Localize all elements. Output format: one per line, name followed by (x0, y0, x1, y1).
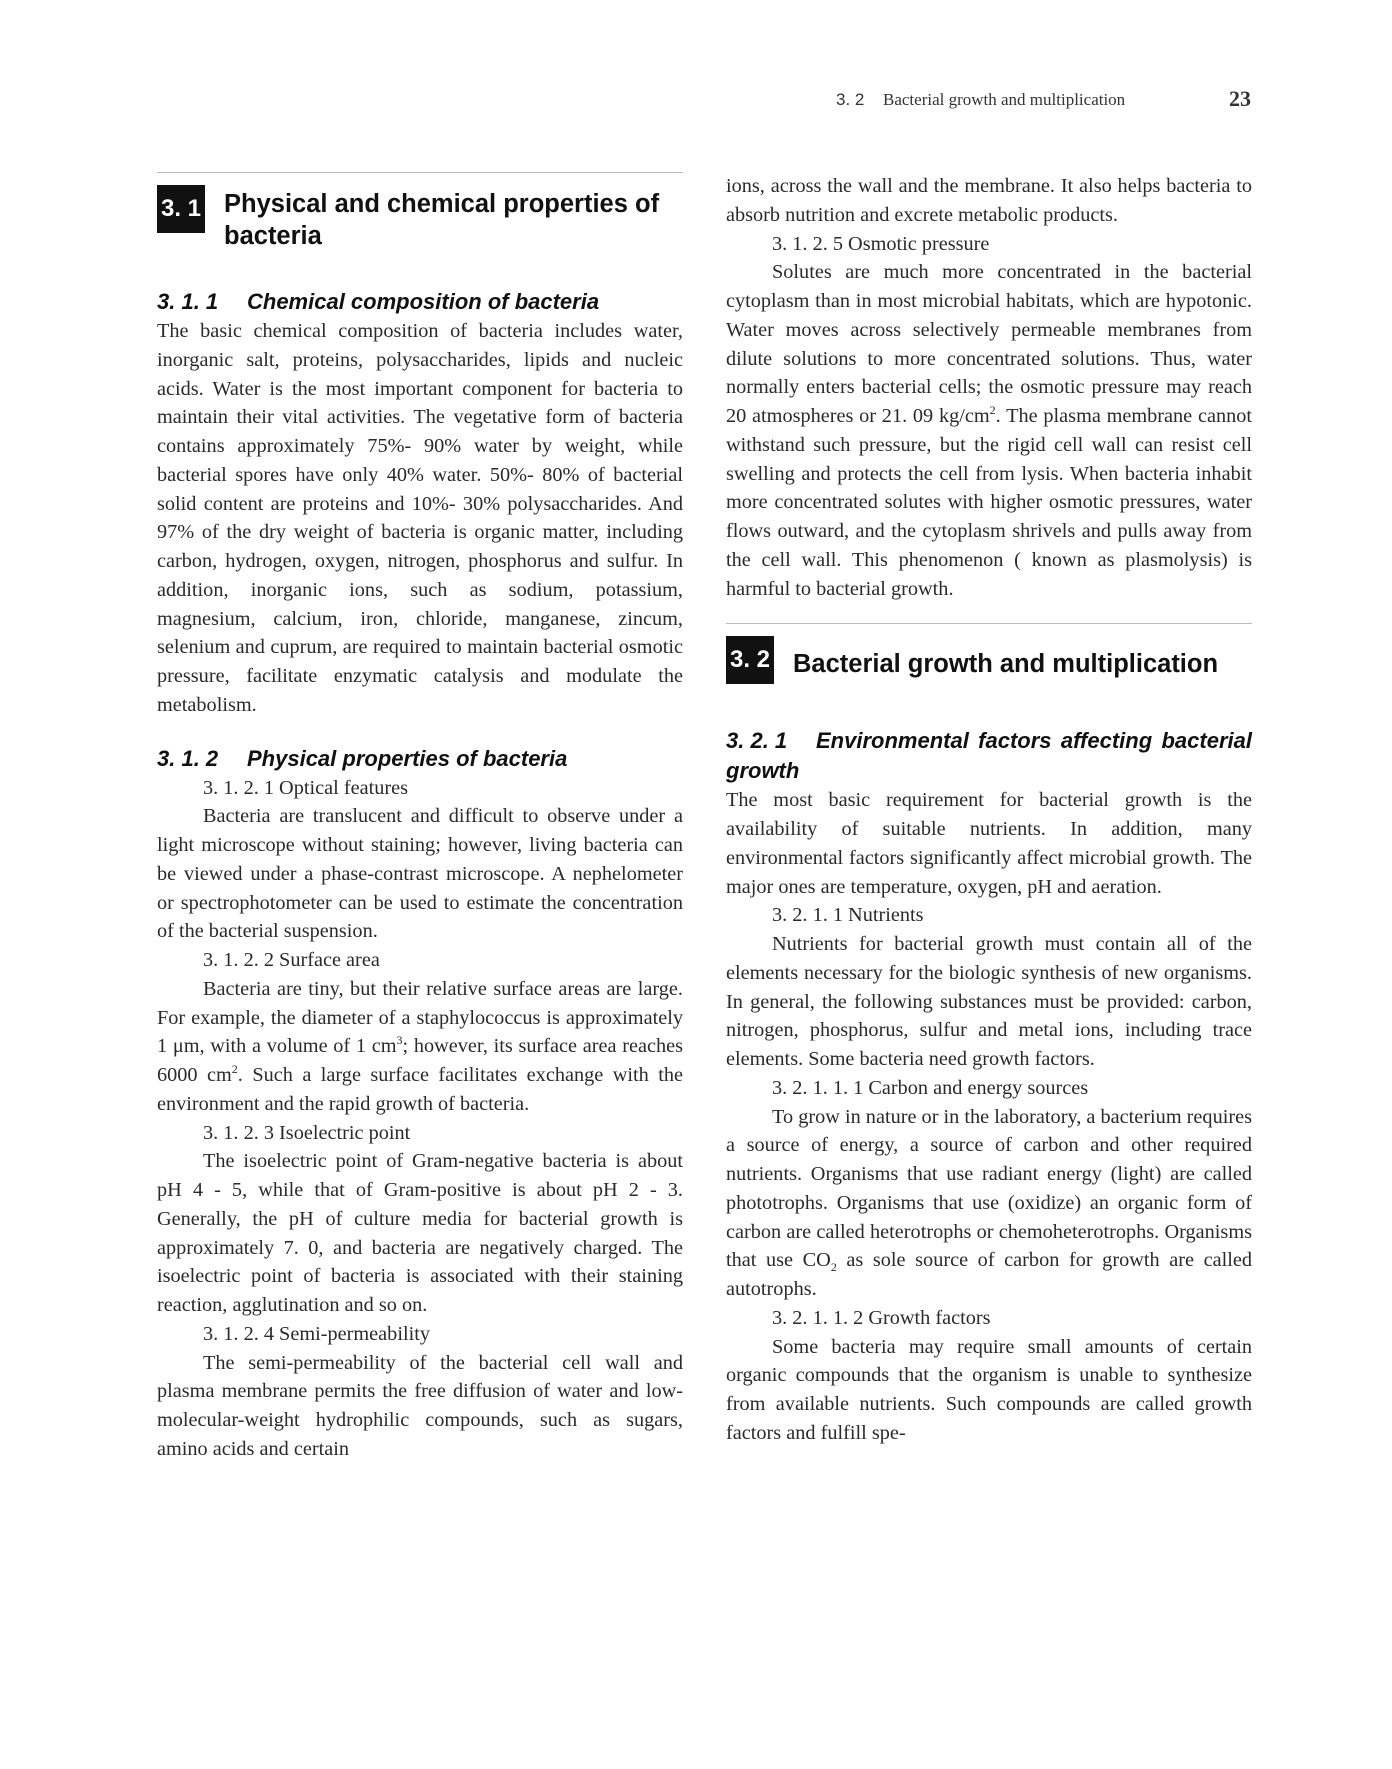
left-column (157, 172, 683, 1464)
right-column (726, 172, 1252, 1448)
paragraph-3-2-1-1-2: Some bacteria may require small amounts of certain organic compounds that the organism is unable to synthesize from available nutrients. Such compounds are called growth factors and fulfill spe- (726, 1335, 1252, 1444)
section-heading-3-2 (726, 623, 1252, 706)
section-title: Bacterial growth and multiplication (793, 650, 1219, 679)
subsection-title: Physical properties of bacteria (247, 745, 568, 771)
heading-3-2-1-1: 3. 2. 1. 1 Nutrients (772, 904, 924, 927)
superscript: 2 (989, 403, 996, 418)
section-number-box: 3. 1 (157, 185, 205, 233)
heading-3-2-1-1-2: 3. 2. 1. 1. 2 Growth factors (772, 1306, 991, 1329)
paragraph-3-1-2-4: The semi-permeability of the bacterial cell wall and plasma membrane permits the free diffusion of water and low-molecular-weight hydrophilic compounds, such as sugars, amino acids and certain (157, 1351, 683, 1460)
subsection-number: 3. 2. 1 (726, 728, 788, 754)
subsection-title: Chemical composition of bacteria (247, 289, 600, 314)
text-run: ; however, its surface area reaches 6000 cm (157, 1035, 683, 1086)
heading-3-1-2-1: 3. 1. 2. 1 Optical features (203, 776, 409, 799)
text-run: . The plasma membrane cannot withstand such pressure, but the rigid cell wall can resist cell swelling and protects the cell from lysis. When bacteria inhabit more concentrated solutes with higher osmotic pressures, water flows outward, and the cytoplasm shrivels and pulls away from the cell wall. This phenomenon ( known as plasmolysis) is harmful to bacterial growth. (726, 405, 1252, 600)
heading-3-1-2-5: 3. 1. 2. 5 Osmotic pressure (772, 232, 990, 255)
heading-3-1-2-2: 3. 1. 2. 2 Surface area (203, 949, 380, 971)
superscript: 2 (231, 1062, 238, 1077)
running-head-section: 3. 2 (836, 90, 865, 109)
text-run: Solutes are much more concentrated in the bacterial cytoplasm than in most microbial habitats, which are hypotonic. Water moves across selectively permeable membranes from dilute solutions to more concentrated solutions. Thus, water normally enters bacterial cells; the osmotic pressure may reach 20 atmospheres or 21. 09 kg/cm (726, 261, 1252, 427)
subscript: 2 (830, 1260, 837, 1275)
subsection-number: 3. 1. 2 (157, 745, 219, 771)
subsection-heading-3-2-1 (726, 726, 1252, 786)
running-head (836, 86, 1251, 116)
paragraph-3-1-2-3: The isoelectric point of Gram-negative bacteria is about pH 4 - 5, while that of Gram-positive is about pH 2 - 3. Generally, the pH of culture media for bacterial growth is approximately 7. 0, and bacteria are negatively charged. The isoelectric point of bacteria is associated with their staining reaction, agglutination and so on. (157, 1150, 683, 1316)
paragraph-3-2-1-1-1 (726, 1103, 1252, 1304)
paragraph-3-1-1: The basic chemical composition of bacteria includes water, inorganic salt, proteins, polysaccharides, lipids and nucleic acids. Water is the most important component for bacteria to maintain their vital activities. The vegetative form of bacteria contains approximately 75%- 90% water by weight, while bacterial spores have only 40% water. 50%- 80% of bacterial solid content are proteins and 10%- 30% polysaccharides. And 97% of the dry weight of bacteria is organic matter, including carbon, hydrogen, oxygen, nitrogen, phosphorus and sulfur. In addition, inorganic ions, such as sodium, potassium, magnesium, calcium, iron, chloride, manganese, zincum, selenium and cuprum, are required to maintain bacterial osmotic pressure, facilitate enzymatic catalysis and modulate the metabolism. (157, 320, 683, 716)
superscript: 3 (396, 1033, 403, 1048)
subsection-heading-3-1-1 (157, 287, 683, 317)
text-run: as sole source of carbon for growth are called autotrophs. (726, 1249, 1252, 1300)
paragraph-3-1-2-1: Bacteria are translucent and difficult to observe under a light microscope without staining; however, living bacteria can be viewed under a phase-contrast microscope. A nephelometer or spectrophotometer can be used to estimate the concentration of the bacterial suspension. (157, 805, 683, 943)
running-head-title: Bacterial growth and multiplication (883, 90, 1126, 109)
text-run: . Such a large surface facilitates exchange with the environment and the rapid growth of bacteria. (157, 1064, 683, 1115)
paragraph-3-1-2-2 (157, 975, 683, 1119)
section-number-box: 3. 2 (726, 636, 774, 684)
text-run: Bacteria are tiny, but their relative surface areas are large. For example, the diameter of a staphylococcus is approximately 1 μm, with a volume of 1 cm (157, 977, 683, 1058)
heading-3-1-2-3: 3. 1. 2. 3 Isoelectric point (203, 1121, 411, 1144)
heading-3-1-2-4: 3. 1. 2. 4 Semi-permeability (203, 1322, 430, 1345)
text-run: To grow in nature or in the laboratory, a bacterium requires a source of energy, a source of carbon and other required nutrients. Organisms that use radiant energy (light) are called phototrophs. Organisms that use (oxidize) an organic form of carbon are called heterotrophs or chemoheterotrophs. Organisms that use CO (726, 1105, 1252, 1272)
section-heading-3-1 (157, 172, 683, 271)
paragraph-3-2-1: The most basic requirement for bacterial growth is the availability of suitable nutrients. In addition, many environmental factors significantly affect microbial growth. The major ones are temperature, oxygen, pH and aeration. (726, 789, 1252, 898)
section-title: Physical and chemical properties of bacteria (224, 190, 660, 250)
paragraph-3-2-1-1: Nutrients for bacterial growth must contain all of the elements necessary for the biologic synthesis of new organisms. In general, the following substances must be provided: carbon, nitrogen, phosphorus, sulfur and metal ions, including trace elements. Some bacteria need growth factors. (726, 933, 1252, 1070)
heading-3-2-1-1-1: 3. 2. 1. 1. 1 Carbon and energy sources (772, 1076, 1089, 1099)
paragraph-3-1-2-4-continued: ions, across the wall and the membrane. It also helps bacteria to absorb nutrition and excrete metabolic products. (726, 175, 1252, 226)
subsection-number: 3. 1. 1 (157, 289, 219, 314)
subsection-heading-3-1-2 (157, 744, 683, 774)
page-number: 23 (1229, 86, 1251, 111)
paragraph-3-1-2-5 (726, 258, 1252, 603)
subsection-title: Environmental factors affecting bacterial growth (726, 728, 1252, 784)
